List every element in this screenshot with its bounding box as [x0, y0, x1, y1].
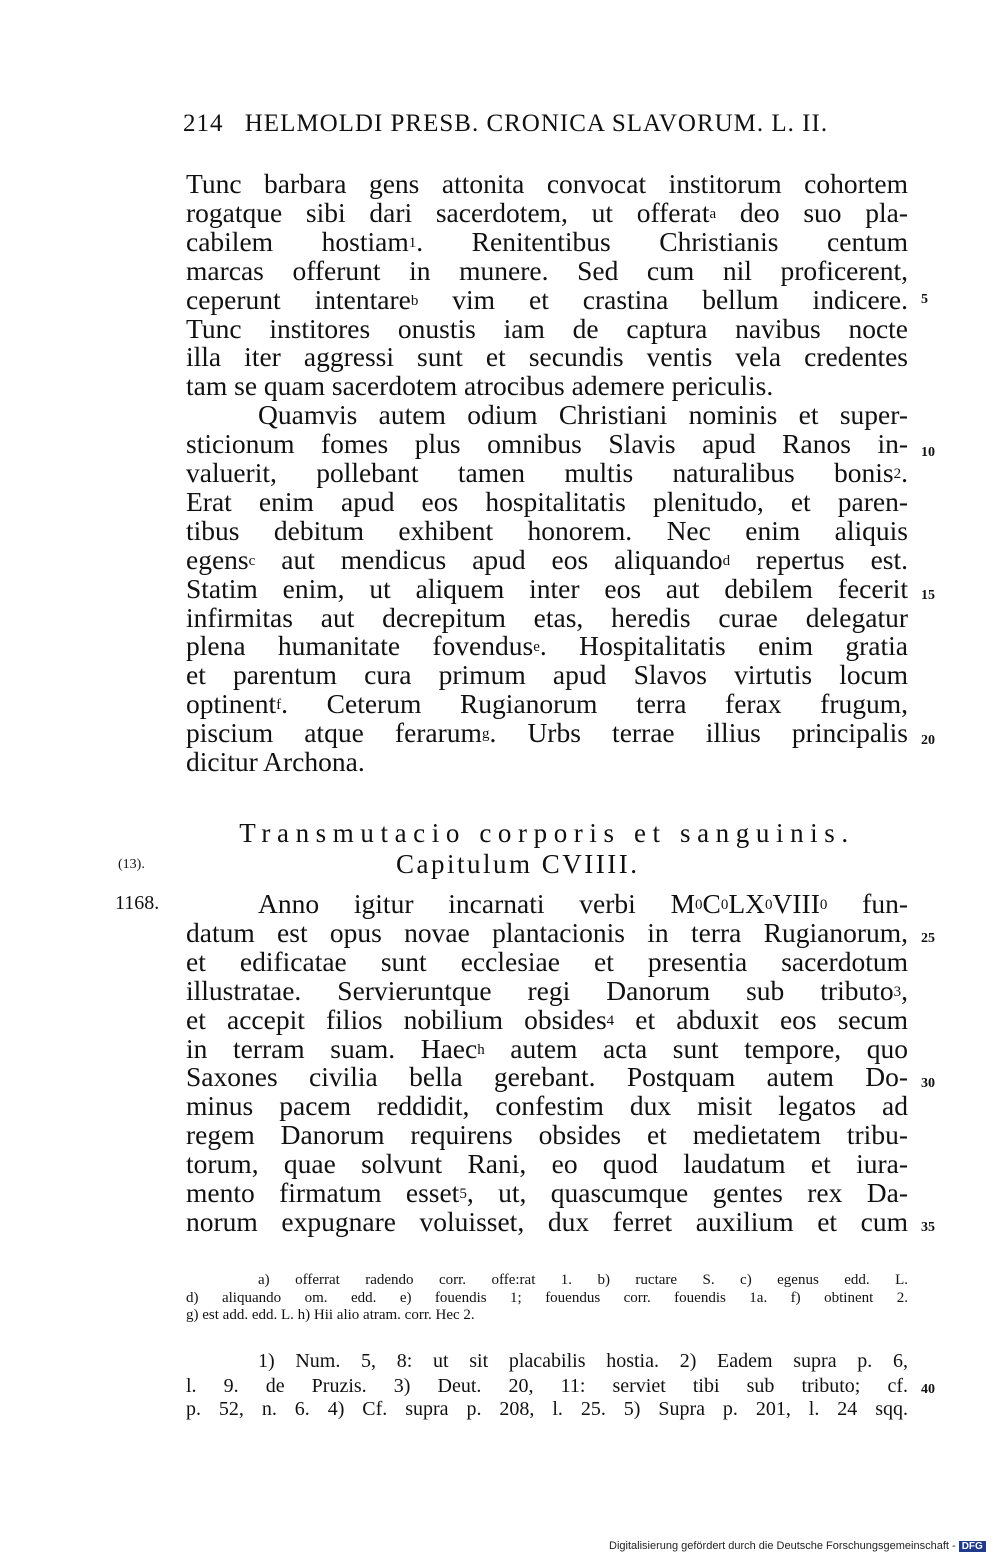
text-run: fun- — [827, 888, 908, 919]
text-run: mento firmatum esset — [186, 1177, 460, 1208]
text-line — [186, 689, 908, 718]
line-number: 30 — [921, 1076, 935, 1091]
text-run: vim et crastina bellum indicere. — [418, 283, 908, 315]
source-footnote: l. 9. de Pruzis. 3) Deut. 20, 11: serviet tibi sub tributo; cf. — [186, 1375, 908, 1397]
text-run: dicitur Archona. — [186, 746, 365, 777]
text-run: piscium atque ferarum — [186, 717, 482, 749]
text-line — [186, 1062, 908, 1091]
text-run: Statim enim, ut aliquem inter eos aut debilem fecerit — [186, 572, 908, 604]
text-line — [186, 1178, 908, 1207]
text-run: plena humanitate fovendus — [186, 630, 534, 662]
text-line — [186, 169, 908, 198]
text-run: . Ceterum Rugianorum terra ferax frugum, — [281, 688, 908, 720]
text-line — [186, 1149, 908, 1178]
source-footnote: p. 52, n. 6. 4) Cf. supra p. 208, l. 25. 5) Supra p. 201, l. 24 sqq. — [186, 1398, 908, 1420]
text-run: regem Danorum requirens obsides et medietatem tribu- — [186, 1119, 908, 1151]
text-line — [186, 371, 908, 400]
text-line — [186, 487, 908, 516]
text-run: repertus est. — [730, 543, 909, 575]
text-run: . Hospitalitatis enim gratia — [539, 630, 909, 662]
text-line — [186, 603, 908, 632]
text-line — [186, 574, 908, 603]
critical-footnote: g) est add. edd. L. h) Hii alio atram. corr. Hec 2. — [186, 1307, 475, 1323]
source-footnote: 1) Num. 5, 8: ut sit placabilis hostia. 2) Eadem supra p. 6, — [258, 1350, 908, 1372]
margin-chapter-number: (13). — [118, 857, 145, 872]
text-line — [186, 429, 908, 458]
text-run: . — [901, 457, 908, 488]
text-line — [186, 314, 908, 343]
rubric: Transmutacio corporis et sanguinis. — [239, 818, 855, 848]
page-number: 214 — [183, 110, 224, 137]
text-run: et parentum cura primum apud Slavos virtutis locum — [186, 659, 908, 691]
text-run: Anno igitur incarnati verbi M — [258, 888, 696, 919]
footnote-marker: 5 — [459, 1186, 467, 1202]
line-number: 5 — [921, 292, 928, 307]
text-run: datum est opus novae plantacionis in terra Rugianorum, — [186, 916, 908, 948]
text-run: et accepit filios nobilium obsides — [186, 1003, 607, 1035]
text-run: tibus debitum exhibent honorem. Nec enim aliquis — [186, 514, 908, 546]
text-run: infirmitas aut decrepitum etas, heredis curae delegatur — [186, 601, 908, 633]
footnote-marker: 0 — [765, 897, 773, 913]
running-title: HELMOLDI PRESB. CRONICA SLAVORUM. L. II. — [244, 110, 829, 137]
footnote-marker: 0 — [819, 897, 828, 913]
line-number: 20 — [921, 733, 935, 748]
text-run: Tunc institores onustis iam de captura navibus nocte — [186, 312, 908, 344]
text-run: sticionum fomes plus omnibus Slavis apud Ranos in- — [186, 428, 908, 460]
text-run: valuerit, pollebant tamen multis naturalibus bonis — [186, 457, 894, 488]
text-run: VIII — [772, 888, 820, 919]
text-run: . Renitentibus Christianis centum — [416, 225, 908, 257]
footnote-marker: 0 — [720, 897, 729, 913]
credit-text: Digitalisierung gefördert durch die Deutsche Forschungsgemeinschaft - — [609, 1540, 956, 1552]
text-line — [186, 458, 908, 487]
text-line — [186, 285, 908, 314]
text-run: C — [702, 888, 721, 919]
text-line — [186, 918, 908, 947]
text-run: in terram suam. Haec — [186, 1032, 478, 1064]
text-run: et abduxit eos secum — [614, 1003, 909, 1035]
text-run: cabilem hostiam — [186, 225, 409, 257]
text-line — [186, 198, 908, 227]
footnote-marker: f — [276, 697, 282, 714]
text-run: optinent — [186, 688, 277, 720]
footnote-marker: b — [410, 292, 419, 309]
running-header — [183, 110, 923, 138]
text-run: marcas offerunt in munere. Sed cum nil proficerent, — [186, 254, 908, 286]
line-number: 25 — [921, 931, 935, 946]
text-line — [186, 1034, 908, 1063]
footnote-marker: c — [248, 552, 256, 569]
digitization-credit — [609, 1540, 986, 1552]
text-run: LX — [728, 888, 766, 919]
text-run: , ut, quascumque gentes rex Da- — [466, 1177, 908, 1208]
text-run: . Urbs terrae illius principalis — [489, 717, 909, 749]
text-run: egens — [186, 543, 249, 575]
text-run: autem acta sunt tempore, quo — [484, 1032, 908, 1064]
text-line — [186, 718, 908, 747]
text-run: norum expugnare voluisset, dux ferret auxilium et cum — [186, 1205, 908, 1237]
text-run: ceperunt intentare — [186, 283, 411, 315]
text-line — [186, 1091, 908, 1120]
footnote-marker: e — [533, 639, 540, 656]
footnote-marker: 4 — [606, 1012, 615, 1029]
text-run: aut mendicus apud eos aliquando — [255, 543, 723, 575]
text-line — [258, 889, 908, 918]
line-number: 40 — [921, 1382, 935, 1397]
text-run: tam se quam sacerdotem atrocibus ademere periculis. — [186, 370, 774, 402]
text-line — [186, 516, 908, 545]
margin-year: 1168. — [115, 892, 160, 914]
footnote-marker: 1 — [408, 234, 417, 251]
line-number: 35 — [921, 1220, 935, 1235]
text-run: deo suo pla- — [716, 196, 908, 228]
text-line — [186, 1207, 908, 1236]
line-number: 10 — [921, 445, 935, 460]
footnote-marker: d — [722, 552, 731, 569]
critical-footnote: d) aliquando om. edd. e) fouendis 1; fouendus corr. fouendis 1a. f) obtinent 2. — [186, 1290, 908, 1306]
text-run: illustratae. Servieruntque regi Danorum sub tributo — [186, 974, 894, 1006]
footnote-marker: a — [709, 205, 717, 222]
footnote-marker: 3 — [893, 983, 902, 1000]
text-run: minus pacem reddidit, confestim dux misit legatos ad — [186, 1090, 908, 1122]
text-line — [186, 545, 908, 574]
footnote-marker: h — [477, 1041, 485, 1058]
line-number: 15 — [921, 588, 935, 603]
text-line — [186, 631, 908, 660]
text-run: rogatque sibi dari sacerdotem, ut offerat — [186, 196, 710, 228]
text-line — [186, 947, 908, 976]
chapter-heading: Capitulum CVIIII. — [396, 849, 640, 879]
footnote-marker: 2 — [893, 466, 902, 482]
dfg-logo: DFG — [959, 1541, 986, 1552]
footnote-marker: 0 — [695, 897, 703, 913]
text-run: Erat enim apud eos hospitalitatis plenitudo, et paren- — [186, 485, 908, 517]
text-run: et edificatae sunt ecclesiae et presentia sacerdotum — [186, 945, 908, 977]
text-line — [258, 400, 908, 429]
text-run: Quamvis autem odium Christiani nominis et super- — [258, 399, 908, 431]
text-line — [186, 1120, 908, 1149]
text-line — [186, 256, 908, 285]
text-line — [186, 747, 908, 776]
critical-footnote: a) offerrat radendo corr. offe:rat 1. b) ructare S. c) egenus edd. L. — [258, 1272, 908, 1288]
text-run: Tunc barbara gens attonita convocat institorum cohortem — [186, 168, 908, 199]
text-line — [186, 660, 908, 689]
text-line — [186, 342, 908, 371]
text-run: torum, quae solvunt Rani, eo quod laudatum et iura- — [186, 1148, 908, 1180]
text-run: , — [901, 974, 908, 1006]
text-run: illa iter aggressi sunt et secundis ventis vela credentes — [186, 341, 908, 373]
text-line — [186, 1005, 908, 1034]
footnote-marker: g — [481, 726, 490, 743]
text-run: Saxones civilia bella gerebant. Postquam autem Do- — [186, 1061, 908, 1093]
text-line — [186, 976, 908, 1005]
text-line — [186, 227, 908, 256]
